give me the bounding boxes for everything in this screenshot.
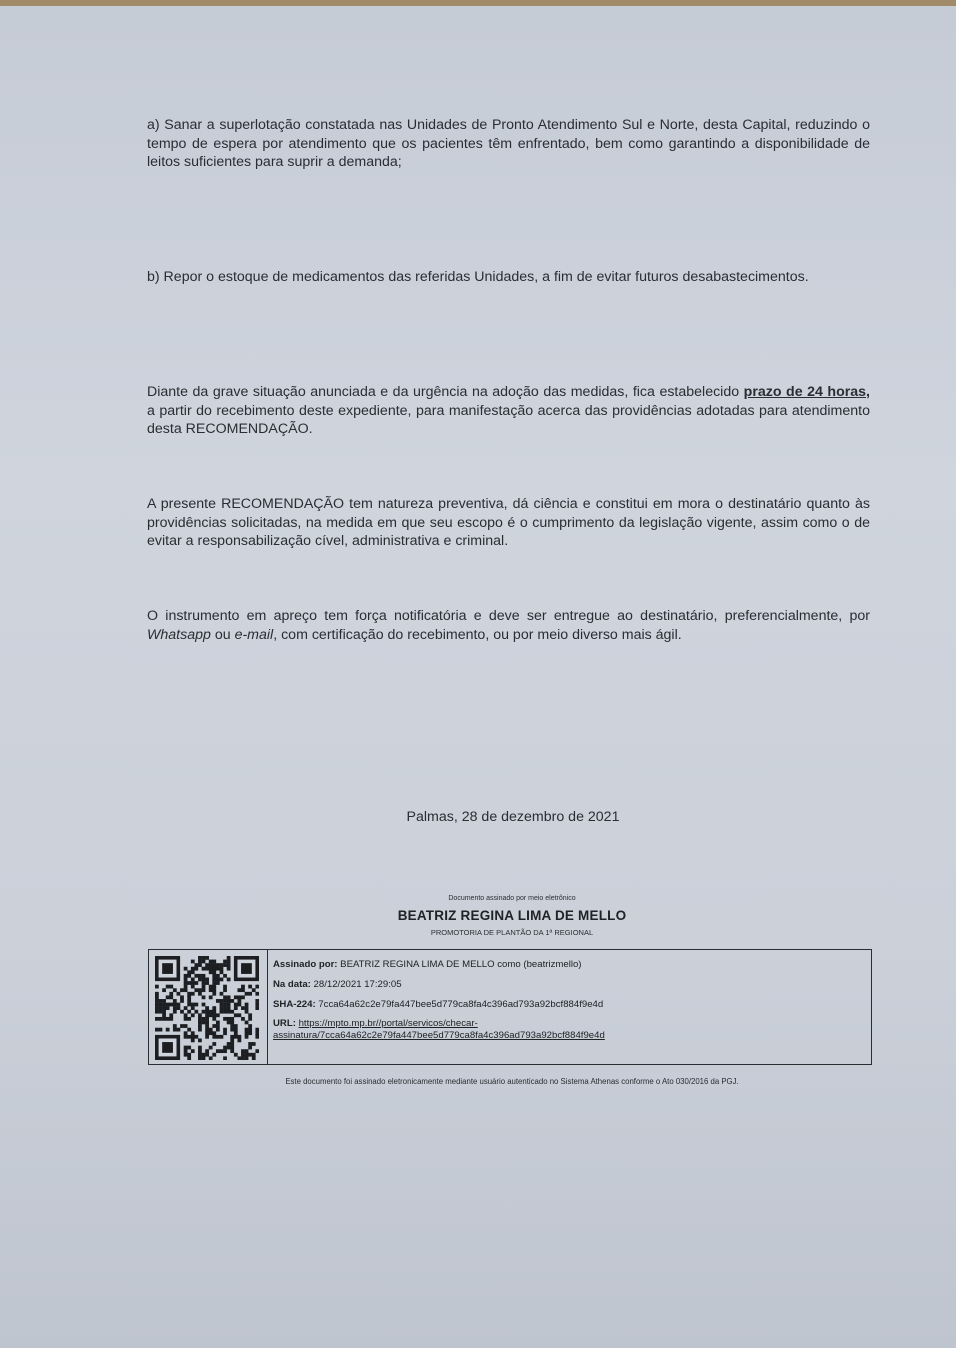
- qr-code-icon[interactable]: [155, 956, 259, 1060]
- paragraph-item-a: a) Sanar a superlotação constatada nas Unidades de Pronto Atendimento Sul e Norte, desta Capital, reduzindo o tempo de espera por atendimento que os pacientes têm enfrentado, bem como garantindo a disponibilidade de leitos suficientes para suprir a demanda;: [147, 117, 870, 170]
- signed-by-row: [273, 958, 863, 971]
- signature-box: [148, 949, 872, 1065]
- whatsapp-term: Whatsapp: [147, 626, 211, 643]
- place-date: Palmas, 28 de dezembro de 2021: [406, 809, 620, 825]
- qr-code-cell: [149, 950, 268, 1064]
- notification-text-3: , com certificação do recebimento, ou por meio diverso mais ágil.: [273, 626, 682, 643]
- signature-details: [273, 958, 863, 1049]
- email-term: e-mail: [234, 626, 274, 643]
- deadline-highlight: prazo de 24 horas,: [743, 384, 871, 400]
- date-value: 28/12/2021 17:29:05: [313, 979, 402, 990]
- signed-by-value: BEATRIZ REGINA LIMA DE MELLO como (beatrizmello): [340, 959, 582, 970]
- paragraph-nature: A presente RECOMENDAÇÃO tem natureza preventiva, dá ciência e constitui em mora o destinatário quanto às providências solicitadas, na medida em que seu escopo é o cumprimento da legislação vigente, assim como o de evitar a responsabilização cível, administrativa e criminal.: [147, 496, 870, 549]
- date-label: Na data:: [273, 979, 311, 990]
- notification-text-1: O instrumento em apreço tem força notificatória e deve ser entregue ao destinatário, preferencialmente, por: [147, 608, 870, 624]
- sha-value: 7cca64a62c2e79fa447bee5d779ca8fa4c396ad793a92bcf884f9e4d: [318, 999, 604, 1010]
- deadline-text-after: a partir do recebimento deste expediente, para manifestação acerca das providências adotadas para atendimento desta RECOMENDAÇÃO.: [147, 402, 870, 437]
- verification-link-line1[interactable]: https://mpto.mp.br//portal/servicos/checar-: [298, 1018, 478, 1029]
- document-page: [0, 6, 956, 1348]
- paragraph-notification: [147, 607, 870, 644]
- paragraph-item-b: b) Repor o estoque de medicamentos das referidas Unidades, a fim de evitar futuros desabastecimentos.: [147, 269, 809, 285]
- deadline-text-before: Diante da grave situação anunciada e da urgência na adoção das medidas, fica estabelecido: [147, 384, 744, 400]
- date-row: [273, 978, 863, 991]
- footer-note: Este documento foi assinado eletronicamente mediante usuário autenticado no Sistema Athenas conforme o Ato 030/2016 da PGJ.: [285, 1077, 739, 1086]
- signature-note: Documento assinado por meio eletrônico: [448, 895, 576, 902]
- signed-by-label: Assinado por:: [273, 959, 338, 970]
- url-row: [273, 1018, 863, 1042]
- sha-label: SHA-224:: [273, 999, 316, 1010]
- signer-name: BEATRIZ REGINA LIMA DE MELLO: [397, 908, 627, 923]
- notification-text-2: ou: [210, 626, 235, 643]
- signer-role: PROMOTORIA DE PLANTÃO DA 1ª REGIONAL: [430, 928, 594, 937]
- url-label: URL:: [273, 1018, 296, 1029]
- paragraph-deadline: [147, 383, 870, 439]
- sha-row: [273, 998, 863, 1011]
- verification-link-line2[interactable]: assinatura/7cca64a62c2e79fa447bee5d779ca8fa4c396ad793a92bcf884f9e4d: [273, 1030, 605, 1041]
